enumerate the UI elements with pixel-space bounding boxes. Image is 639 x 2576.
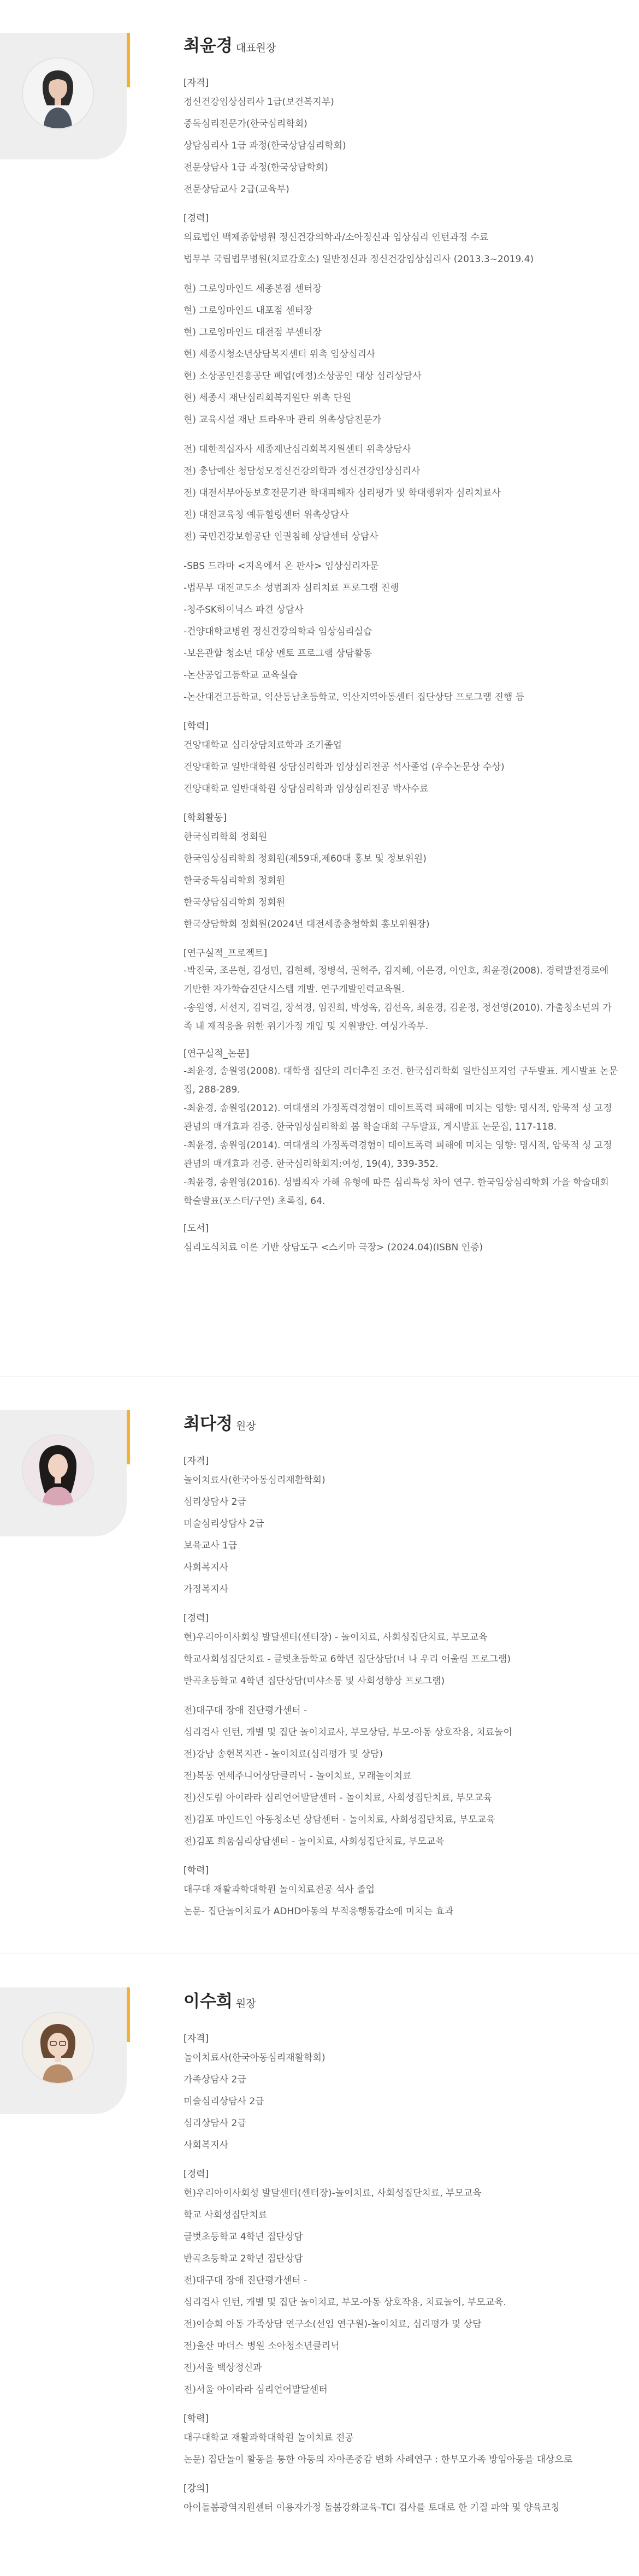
profile-title: 대표원장 bbox=[235, 42, 276, 54]
profile-photo-card bbox=[0, 1987, 127, 2114]
section-career bbox=[184, 210, 620, 708]
list-item: -청주SK하이닉스 파견 상담사 bbox=[184, 604, 304, 615]
list-item: 법무부 국립법무병원(치료감호소) 일반정신과 정신건강임상심리사 (2013.3~2019.4) bbox=[184, 254, 534, 265]
list-item: 상담심리사 1급 과정(한국상담심리학회) bbox=[184, 140, 346, 151]
list-item: 현)우리아이사회성 발달센터(센터장) - 놀이치료, 사회성집단치료, 부모교육 bbox=[184, 1632, 488, 1643]
section-education bbox=[184, 718, 620, 800]
profile-title: 원장 bbox=[235, 1998, 256, 2010]
list-item: 전)울산 마더스 병원 소아청소년클리닉 bbox=[184, 2341, 340, 2352]
profile-name: 최윤경 bbox=[184, 36, 233, 56]
profile-title: 원장 bbox=[235, 1420, 256, 1432]
list-item: 놀이치료사(한국아동심리재활학회) bbox=[184, 2052, 326, 2063]
list-item: 학교사회성집단치료 - 글벗초등학교 6학년 집단상담(너 나 우리 어울림 프로그램) bbox=[184, 1654, 511, 1665]
section-education bbox=[184, 1862, 620, 1922]
list-item: -건양대학교병원 정신건강의학과 임상심리실습 bbox=[184, 626, 372, 637]
list-item: 심리상담사 2급 bbox=[184, 1497, 246, 1507]
list-item: 전)서울 백상정신과 bbox=[184, 2363, 262, 2373]
list-item: 반곡초등학교 2학년 집단상담 bbox=[184, 2253, 303, 2264]
list-item: 대구대학교 재활과학대학원 놀이치료 전공 bbox=[184, 2432, 354, 2443]
list-item: 전)김포 마인드인 아동청소년 상담센터 - 놀이치료, 사회성집단치료, 부모교육 bbox=[184, 1814, 495, 1825]
list-item: -최윤경, 송원영(2008). 대학생 집단의 리더추진 조건. 한국심리학회 일반심포지엄 구두발표. 게시발표 논문집, 288-289. bbox=[184, 1066, 618, 1095]
list-item: 전) 대전교육청 예듀힐링센터 위촉상담사 bbox=[184, 509, 349, 520]
list-item: 가정복지사 bbox=[184, 1584, 229, 1595]
list-item: 전)서울 아이라라 심리언어발달센터 bbox=[184, 2384, 328, 2395]
profile-card-lee-suhee bbox=[0, 1954, 639, 2576]
accent-bar bbox=[127, 1987, 130, 2042]
profile-photo bbox=[22, 2012, 94, 2084]
list-item: 한국상담심리학회 정회원 bbox=[184, 897, 286, 908]
section-heading: [경력] bbox=[184, 1613, 209, 1624]
list-item: 전) 국민건강보험공단 인권침해 상담센터 상담사 bbox=[184, 531, 378, 542]
list-item: 한국임상심리학회 정회원(제59대,제60대 홍보 및 정보위원) bbox=[184, 853, 427, 864]
list-item: 아이돌봄광역지원센터 이용자가정 돌봄강화교육-TCI 검사를 토대로 한 기질 파악 및 양육코칭 bbox=[184, 2502, 560, 2513]
list-item: -최윤경, 송원영(2012). 여대생의 가정폭력경험이 데이트폭력 피해에 미치는 영향: 명시적, 암묵적 성 고정관념의 매개효과 검증. 한국임상심리학회 봄 학술대회 구두발표, 게시발표 논문집, 117-118. bbox=[184, 1103, 612, 1132]
person-photo-icon bbox=[23, 2013, 93, 2083]
list-item: 현) 세종시청소년상담복지센터 위촉 임상심리사 bbox=[184, 349, 376, 360]
section-heading: [자격] bbox=[184, 1456, 209, 1467]
profile-name: 이수희 bbox=[184, 1992, 233, 2011]
section-heading: [자격] bbox=[184, 78, 209, 88]
list-item: 심리도식치료 이론 기반 상담도구 <스키마 극장> (2024.04)(ISBN 인증) bbox=[184, 1242, 483, 1253]
section-qualifications bbox=[184, 2031, 620, 2156]
section-heading: [학력] bbox=[184, 1865, 209, 1876]
list-item: 전문상담교사 2급(교육부) bbox=[184, 184, 289, 195]
list-item: 사회복지사 bbox=[184, 2140, 229, 2151]
profile-photo bbox=[22, 57, 94, 129]
list-item: 전)복동 연세주니어상담클리닉 - 놀이치료, 모래놀이치료 bbox=[184, 1771, 412, 1782]
list-item: 심리검사 인턴, 개별 및 집단 놀이치료, 부모-아동 상호작용, 치료놀이, 부모교육. bbox=[184, 2297, 506, 2308]
list-item: 현) 세종시 재난심리회복지원단 위촉 단원 bbox=[184, 393, 352, 403]
list-item: 정신건강임상심리사 1급(보건복지부) bbox=[184, 97, 334, 108]
section-heading: [자격] bbox=[184, 2033, 209, 2044]
list-item: 한국중독심리학회 정회원 bbox=[184, 875, 286, 886]
list-item: 논문- 집단놀이치료가 ADHD아동의 부적응행동감소에 미치는 효과 bbox=[184, 1906, 454, 1917]
list-item: 대구대 재활과학대학원 놀이치료전공 석사 졸업 bbox=[184, 1884, 375, 1895]
list-item: 현) 그로잉마인드 내포점 센터장 bbox=[184, 305, 313, 316]
section-heading: [연구실적_프로젝트] bbox=[184, 948, 268, 959]
list-item: 논문) 집단놀이 활동을 통한 아동의 자아존중감 변화 사례연구 : 한부모가족 방임아동을 대상으로 bbox=[184, 2454, 573, 2465]
list-item: -논산대건고등학교, 익산동남초등학교, 익산지역아동센터 집단상담 프로그램 진행 등 bbox=[184, 692, 525, 703]
section-heading: [연구실적_논문] bbox=[184, 1048, 250, 1059]
section-heading: [강의] bbox=[184, 2483, 209, 2494]
profile-photo bbox=[22, 1434, 94, 1506]
list-item: 심리상담사 2급 bbox=[184, 2118, 246, 2129]
list-item: -논산공업고등학교 교육실습 bbox=[184, 670, 298, 681]
list-item: 미술심리상담사 2급 bbox=[184, 2096, 264, 2107]
list-item: -최윤경, 송원영(2016). 성범죄자 가해 유형에 따른 심리특성 차이 연구. 한국임상심리학회 가을 학술대회 학술발표(포스터/구연) 초록집, 64. bbox=[184, 1177, 609, 1207]
list-item: 심리검사 인턴, 개별 및 집단 놀이치료사, 부모상담, 부모-아동 상호작용, 치료놀이 bbox=[184, 1727, 512, 1738]
list-item: 전) 대한적십자사 세종재난심리회복지원센터 위촉상담사 bbox=[184, 444, 411, 455]
list-item: 건양대학교 일반대학원 상담심리학과 임상심리전공 박사수료 bbox=[184, 784, 429, 794]
profile-name: 최다정 bbox=[184, 1414, 233, 1434]
list-item: 건양대학교 일반대학원 상담심리학과 임상심리전공 석사졸업 (우수논문상 수상) bbox=[184, 762, 505, 773]
list-item: 놀이치료사(한국아동심리재활학회) bbox=[184, 1475, 326, 1486]
accent-bar bbox=[127, 1410, 130, 1464]
section-heading: [학력] bbox=[184, 721, 209, 732]
list-item: 반곡초등학교 4학년 집단상담(미샤소통 및 사회성향상 프로그램) bbox=[184, 1676, 445, 1687]
section-education bbox=[184, 2411, 620, 2471]
section-heading: [경력] bbox=[184, 213, 209, 224]
list-item: 건양대학교 심리상담치료학과 조기졸업 bbox=[184, 740, 342, 751]
section-academic-activities bbox=[184, 810, 620, 935]
section-heading: [학력] bbox=[184, 2413, 209, 2424]
list-item: -박진국, 조은현, 김성민, 김현해, 정병석, 권혁주, 김지혜, 이은경, 이인호, 최윤경(2008). 경력발전경로에 기반한 자가학습진단시스템 개발. 연구개발인력교육원. bbox=[184, 965, 609, 995]
list-item: 전문상담사 1급 과정(한국상담학회) bbox=[184, 162, 328, 173]
section-heading: [도서] bbox=[184, 1223, 209, 1234]
section-research-papers bbox=[184, 1046, 620, 1210]
list-item: 전) 대전서부아동보호전문기관 학대피해자 심리평가 및 학대행위자 심리치료사 bbox=[184, 488, 501, 498]
accent-bar bbox=[127, 33, 130, 87]
list-item: 중독심리전문가(한국심리학회) bbox=[184, 118, 307, 129]
list-item: 전) 충남예산 청담성모정신건강의학과 정신건강임상심리사 bbox=[184, 466, 421, 477]
list-item: 학교 사회성집단치료 bbox=[184, 2210, 268, 2221]
list-item: 현)우리아이사회성 발달센터(센터장)-놀이치료, 사회성집단치료, 부모교육 bbox=[184, 2188, 482, 2199]
list-item: 전)대구대 장애 진단평가센터 - bbox=[184, 1705, 307, 1716]
list-item: -SBS 드라마 <지옥에서 온 판사> 임상심리자문 bbox=[184, 561, 379, 572]
list-item: 전)이승희 아동 가족상담 연구소(선임 연구원)-놀이치료, 심리평가 및 상담 bbox=[184, 2319, 482, 2330]
list-item: -송원영, 서선지, 김덕길, 장석경, 임진희, 박성옥, 김선옥, 최윤경, 김윤정, 정선영(2010). 가출청소년의 가족 내 재적응을 위한 위기가정 개입 및 지원방안. 여성가족부. bbox=[184, 1002, 612, 1032]
person-photo-icon bbox=[23, 1435, 93, 1505]
section-career bbox=[184, 2166, 620, 2401]
list-item: 전)김포 희움심리상담센터 - 놀이치료, 사회성집단치료, 부모교육 bbox=[184, 1836, 445, 1847]
list-item: 전)대구대 장애 진단평가센터 - bbox=[184, 2275, 307, 2286]
list-item: 전)강남 송현복지관 - 놀이치료(심리평가 및 상담) bbox=[184, 1749, 383, 1760]
list-item: 한국상담학회 정회원(2024년 대전세종충청학회 홍보위원장) bbox=[184, 919, 430, 930]
list-item: 현) 그로잉마인드 세종본점 센터장 bbox=[184, 283, 322, 294]
section-career bbox=[184, 1610, 620, 1853]
section-research-projects bbox=[184, 945, 620, 1036]
list-item: 가족상담사 2급 bbox=[184, 2074, 246, 2085]
list-item: -보은관할 청소년 대상 멘토 프로그램 상담활동 bbox=[184, 648, 372, 659]
list-item: 미술심리상담사 2급 bbox=[184, 1518, 264, 1529]
list-item: 현) 교육시설 재난 트라우마 관리 위촉상담전문가 bbox=[184, 414, 382, 425]
list-item: 사회복지사 bbox=[184, 1562, 229, 1573]
list-item: -최윤경, 송원영(2014). 여대생의 가정폭력경험이 데이트폭력 피해에 미치는 영향: 명시적, 암묵적 성 고정관념의 매개효과 검증. 한국심리학회지:여성, 19(4), 339-352. bbox=[184, 1140, 612, 1170]
section-heading: [학회활동] bbox=[184, 812, 227, 823]
list-item: 보육교사 1급 bbox=[184, 1540, 238, 1551]
profile-photo-card bbox=[0, 33, 127, 159]
list-item: -법무부 대전교도소 성범죄자 심리치료 프로그램 진행 bbox=[184, 583, 399, 593]
section-books bbox=[184, 1220, 620, 1259]
list-item: 현) 그로잉마인드 대전점 부센터장 bbox=[184, 327, 322, 338]
section-qualifications bbox=[184, 75, 620, 200]
list-item: 글벗초등학교 4학년 집단상담 bbox=[184, 2231, 303, 2242]
list-item: 의료법인 백제종합병원 정신건강의학과/소아정신과 임상심리 인턴과정 수료 bbox=[184, 232, 489, 243]
person-photo-icon bbox=[23, 58, 93, 128]
profile-photo-card bbox=[0, 1410, 127, 1536]
section-heading: [경력] bbox=[184, 2169, 209, 2180]
list-item: 전)신도림 아이라라 심리언어발달센터 - 놀이치료, 사회성집단치료, 부모교육 bbox=[184, 1792, 493, 1803]
list-item: 한국심리학회 정회원 bbox=[184, 832, 268, 842]
section-qualifications bbox=[184, 1453, 620, 1600]
list-item: 현) 소상공인진흥공단 폐업(예정)소상공인 대상 심리상담사 bbox=[184, 371, 422, 382]
section-lectures bbox=[184, 2480, 620, 2519]
